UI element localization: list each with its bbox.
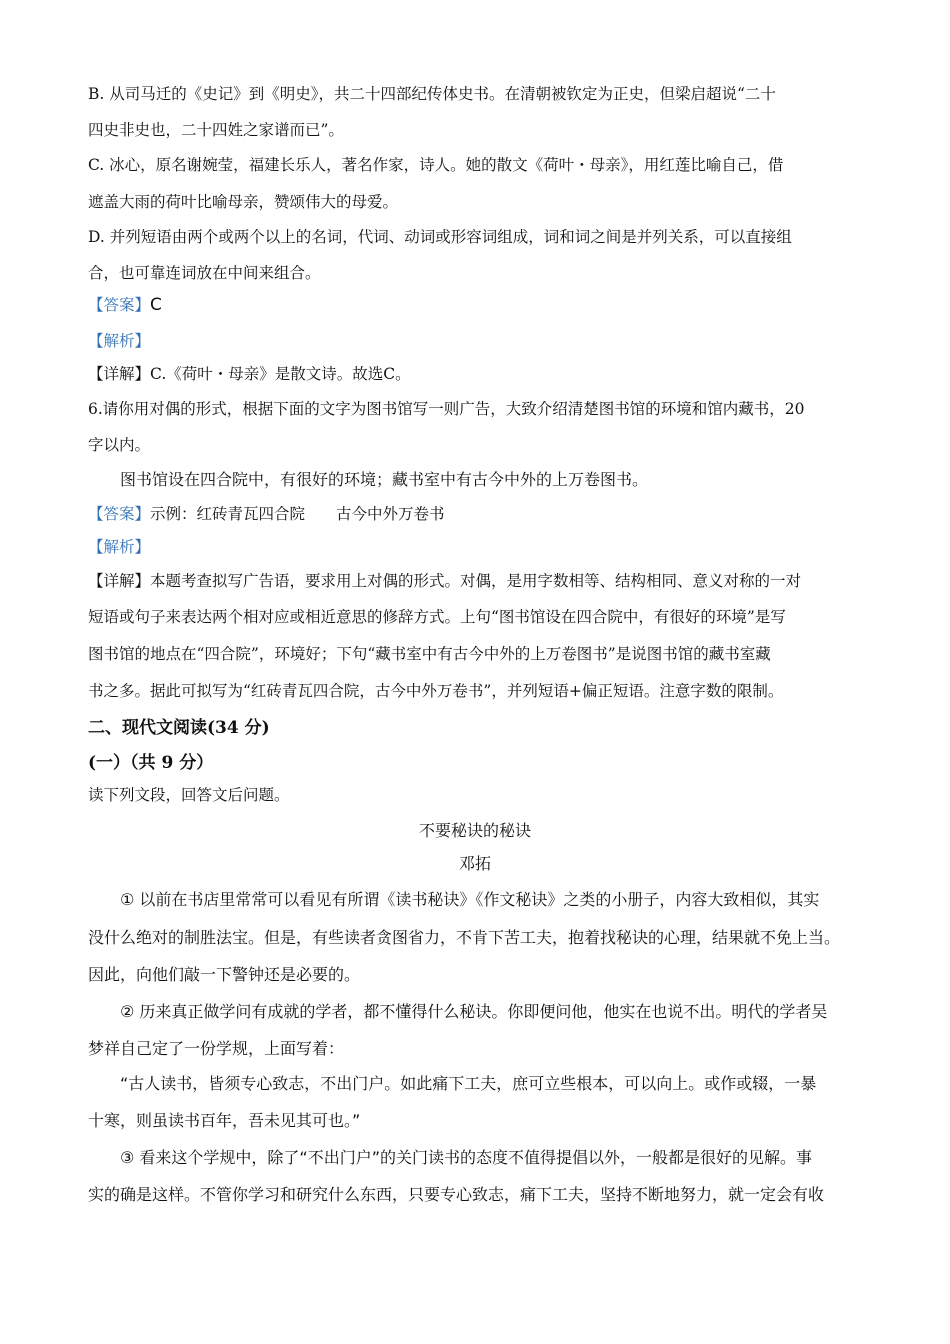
q6-prompt-line-1: 6.请你用对偶的形式，根据下面的文字为图书馆写一则广告，大致介绍清楚图书馆的环境和馆内藏书，20 xyxy=(88,400,805,418)
q6-material: 图书馆设在四合院中，有很好的环境；藏书室中有古今中外的上万卷图书。 xyxy=(120,470,649,489)
option-d-line-1: D. 并列短语由两个或两个以上的名词，代词、动词或形容词组成，词和词之间是并列关系，可以直接组 xyxy=(88,228,792,246)
option-d-line-2: 合，也可靠连词放在中间来组合。 xyxy=(88,264,321,282)
option-c-line-2: 遮盖大雨的荷叶比喻母亲，赞颂伟大的母爱。 xyxy=(88,193,399,211)
article-p2-line-1: ② 历来真正做学问有成就的学者，都不懂得什么秘诀。你即便问他，他实在也说不出。明代的学者吴 xyxy=(120,1002,828,1021)
answer-tag: 【答案】 xyxy=(88,505,151,523)
q6-answer xyxy=(88,502,445,524)
article-p3-line-1: ③ 看来这个学规中，除了“不出门户”的关门读书的态度不值得提倡以外，一般都是很好的见解。事 xyxy=(120,1148,813,1167)
section-heading: 二、现代文阅读(34 分) xyxy=(88,718,270,738)
q6-detail-line-3: 图书馆的地点在“四合院”，环境好；下句“藏书室中有古今中外的上万卷图书”是说图书馆的藏书室藏 xyxy=(88,645,771,663)
answer-tag: 【答案】 xyxy=(88,296,151,314)
answer-text: 示例：红砖青瓦四合院 古今中外万卷书 xyxy=(150,505,445,523)
q6-prompt-line-2: 字以内。 xyxy=(88,436,151,454)
q6-detail-line-2: 短语或句子来表达两个相对应或相近意思的修辞方式。上句“图书馆设在四合院中，有很好的环境”是写 xyxy=(88,608,786,626)
article-p2-line-2: 梦祥自己定了一份学规，上面写着： xyxy=(88,1039,345,1058)
section-sub-heading: (一）（共 9 分） xyxy=(88,753,214,773)
article-p3-line-2: 实的确是这样。不管你学习和研究什么东西，只要专心致志，痛下工夫，坚持不断地努力，就一定会有收 xyxy=(88,1185,825,1204)
answer-value: C xyxy=(150,295,162,315)
q6-detail-line-1 xyxy=(88,569,801,591)
detail-text: C.《荷叶・母亲》是散文诗。故选C。 xyxy=(150,365,411,383)
article-p1-line-1: ① 以前在书店里常常可以看见有所谓《读书秘诀》《作文秘诀》之类的小册子，内容大致相似，其实 xyxy=(120,890,820,909)
q5-analysis-tag: 【解析】 xyxy=(88,332,151,350)
article-quote-line-1: “古人读书，皆须专心致志，不出门户。如此痛下工夫，庶可立些根本，可以向上。或作或辍，一暴 xyxy=(120,1074,817,1093)
detail-text: 本题考查拟写广告语，要求用上对偶的形式。对偶，是用字数相等、结构相同、意义对称的一对 xyxy=(150,572,802,590)
option-b-line-2: 四史非史也，二十四姓之家谱而已”。 xyxy=(88,121,344,139)
article-title: 不要秘诀的秘诀 xyxy=(418,821,531,840)
q6-detail-line-4: 书之多。据此可拟写为“红砖青瓦四合院，古今中外万卷书”，并列短语+偏正短语。注意字数的限制。 xyxy=(88,682,784,700)
q5-answer xyxy=(88,293,162,315)
option-b-line-1: B. 从司马迁的《史记》到《明史》，共二十四部纪传体史书。在清朝被钦定为正史，但梁启超说“二十 xyxy=(88,85,776,103)
q5-detail xyxy=(88,362,411,384)
q6-analysis-tag: 【解析】 xyxy=(88,538,151,556)
section-instruction: 读下列文段，回答文后问题。 xyxy=(88,786,290,804)
article-quote-line-2: 十寒，则虽读书百年，吾未见其可也。” xyxy=(88,1111,361,1130)
article-author: 邓拓 xyxy=(458,854,491,873)
detail-tag: 【详解】 xyxy=(88,572,151,590)
article-p1-line-2: 没什么绝对的制胜法宝。但是，有些读者贪图省力，不肯下苦工夫，抱着找秘诀的心理，结果就不免上当。 xyxy=(88,928,841,947)
option-c-line-1: C. 冰心，原名谢婉莹，福建长乐人，著名作家，诗人。她的散文《荷叶・母亲》，用红莲比喻自己，借 xyxy=(88,156,784,174)
article-p1-line-3: 因此，向他们敲一下警钟还是必要的。 xyxy=(88,965,361,984)
detail-tag: 【详解】 xyxy=(88,365,151,383)
